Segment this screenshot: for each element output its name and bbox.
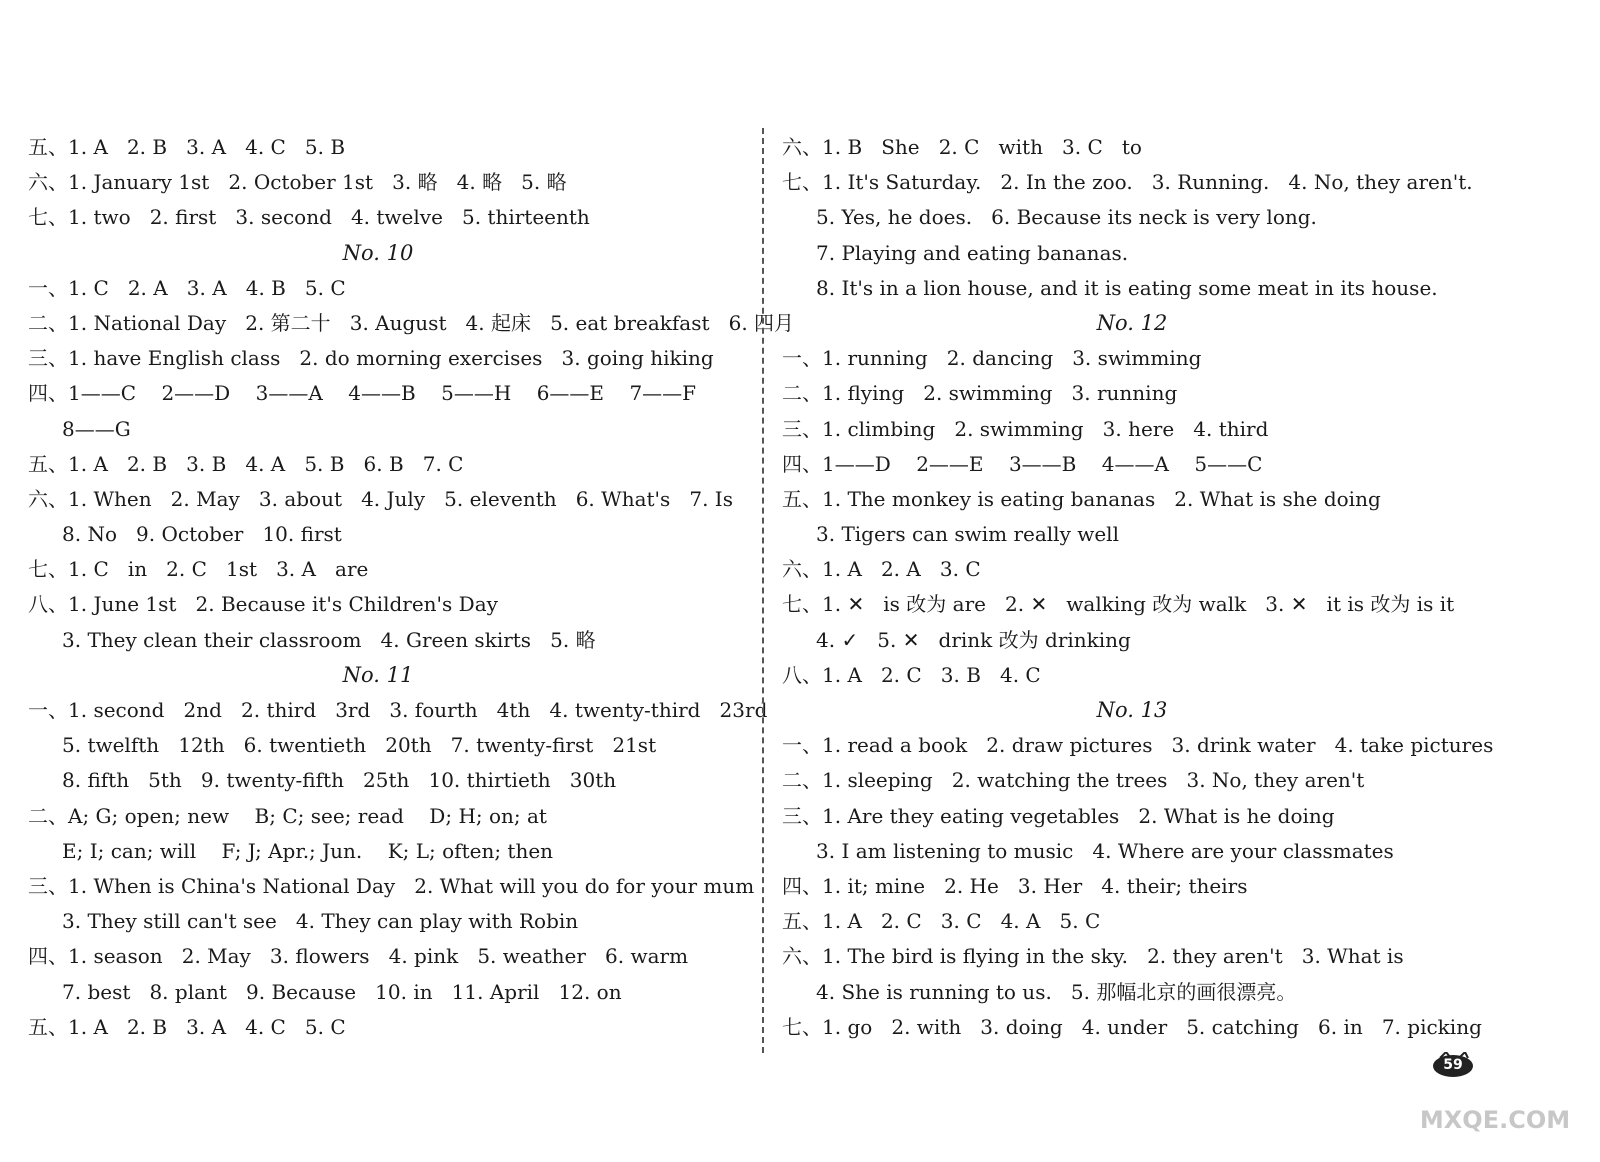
answer-line: 七、1. ✕ is 改为 are 2. ✕ walking 改为 walk 3. ✕ it is 改为 is it xyxy=(782,592,1455,617)
answer-line: 五、1. A 2. B 3. A 4. C 5. B xyxy=(28,135,346,159)
answer-line: 二、1. sleeping 2. watching the trees 3. No, they aren't xyxy=(782,768,1365,793)
answer-line: 8——G xyxy=(62,416,131,441)
answer-line: 六、1. January 1st 2. October 1st 3. 略 4. 略 5. 略 xyxy=(28,170,567,195)
answer-line: 七、1. go 2. with 3. doing 4. under 5. catching 6. in 7. picking xyxy=(782,1014,1482,1039)
answer-line: 五、1. A 2. C 3. C 4. A 5. C xyxy=(782,909,1101,934)
answer-line: 一、1. C 2. A 3. A 4. B 5. C xyxy=(28,275,346,300)
column-divider xyxy=(762,128,764,1053)
answer-line: 六、1. B She 2. C with 3. C to xyxy=(782,135,1142,159)
answer-line: 三、1. climbing 2. swimming 3. here 4. third xyxy=(782,416,1269,441)
answer-line: 三、1. Are they eating vegetables 2. What is he doing xyxy=(782,803,1335,828)
answer-line: 七、1. two 2. first 3. second 4. twelve 5. thirteenth xyxy=(28,205,590,230)
left-answer-column xyxy=(28,130,795,1045)
answer-line: 三、1. have English class 2. do morning exercises 3. going hiking xyxy=(28,346,714,371)
section-heading: No. 12 xyxy=(1096,310,1168,335)
answer-line: 一、1. second 2nd 2. third 3rd 3. fourth 4th 4. twenty-third 23rd xyxy=(28,698,768,722)
answer-line: 六、1. The bird is flying in the sky. 2. they aren't 3. What is xyxy=(782,944,1404,969)
answer-line: 八、1. June 1st 2. Because it's Children's Day xyxy=(28,592,498,617)
answer-line: 4. ✓ 5. ✕ drink 改为 drinking xyxy=(816,627,1131,652)
section-heading: No. 10 xyxy=(342,240,414,265)
answer-line: 二、1. flying 2. swimming 3. running xyxy=(782,381,1178,406)
answer-line: 8. It's in a lion house, and it is eating some meat in its house. xyxy=(816,275,1438,300)
answer-line: 一、1. read a book 2. draw pictures 3. drink water 4. take pictures xyxy=(782,733,1494,758)
answer-line: 3. Tigers can swim really well xyxy=(816,522,1119,547)
answer-line: 六、1. A 2. A 3. C xyxy=(782,557,981,582)
answer-line: 四、1——D 2——E 3——B 4——A 5——C xyxy=(782,451,1263,476)
answer-line: 5. twelfth 12th 6. twentieth 20th 7. twenty-first 21st xyxy=(62,733,657,758)
answer-line: 三、1. When is China's National Day 2. What will you do for your mum xyxy=(28,873,755,898)
answer-line: 一、1. running 2. dancing 3. swimming xyxy=(782,346,1202,371)
answer-line: 五、1. The monkey is eating bananas 2. What is she doing xyxy=(782,486,1381,511)
answer-line: 二、A; G; open; new B; C; see; read D; H; on; at xyxy=(28,803,547,828)
answer-line: 五、1. A 2. B 3. B 4. A 5. B 6. B 7. C xyxy=(28,451,464,476)
answer-line: 五、1. A 2. B 3. A 4. C 5. C xyxy=(28,1014,346,1039)
answer-line: 四、1——C 2——D 3——A 4——B 5——H 6——E 7——F xyxy=(28,381,697,406)
answer-line: 七、1. C in 2. C 1st 3. A are xyxy=(28,557,369,582)
answer-line: 3. They still can't see 4. They can play with Robin xyxy=(62,909,579,934)
section-heading: No. 13 xyxy=(1096,698,1168,722)
answer-line: 3. They clean their classroom 4. Green skirts 5. 略 xyxy=(62,627,596,652)
answer-line: 七、1. It's Saturday. 2. In the zoo. 3. Running. 4. No, they aren't. xyxy=(782,170,1473,195)
answer-line: 四、1. it; mine 2. He 3. Her 4. their; theirs xyxy=(782,873,1248,898)
answer-line: 4. She is running to us. 5. 那幅北京的画很漂亮。 xyxy=(816,979,1297,1004)
answer-line: 5. Yes, he does. 6. Because its neck is very long. xyxy=(816,205,1317,230)
answer-line: 八、1. A 2. C 3. B 4. C xyxy=(782,662,1041,687)
page-number: 59 xyxy=(1443,1057,1463,1073)
answer-line: 六、1. When 2. May 3. about 4. July 5. eleventh 6. What's 7. Is xyxy=(28,486,733,511)
answer-line: 8. No 9. October 10. first xyxy=(62,522,342,547)
answer-line: 8. fifth 5th 9. twenty-fifth 25th 10. thirtieth 30th xyxy=(62,768,617,793)
right-answer-column xyxy=(782,130,1542,1045)
section-heading: No. 11 xyxy=(342,662,414,687)
answer-line: 7. Playing and eating bananas. xyxy=(816,240,1129,265)
answer-line: 二、1. National Day 2. 第二十 3. August 4. 起床 5. eat breakfast 6. 四月 xyxy=(28,310,795,335)
answer-line: 7. best 8. plant 9. Because 10. in 11. April 12. on xyxy=(62,979,622,1004)
answer-line: 3. I am listening to music 4. Where are your classmates xyxy=(816,838,1394,863)
answer-line: E; I; can; will F; J; Apr.; Jun. K; L; often; then xyxy=(62,838,554,863)
watermark-logo xyxy=(1420,1100,1570,1136)
answer-line: 四、1. season 2. May 3. flowers 4. pink 5. weather 6. warm xyxy=(28,944,689,969)
watermark-text: MXQE.COM xyxy=(1420,1106,1570,1134)
